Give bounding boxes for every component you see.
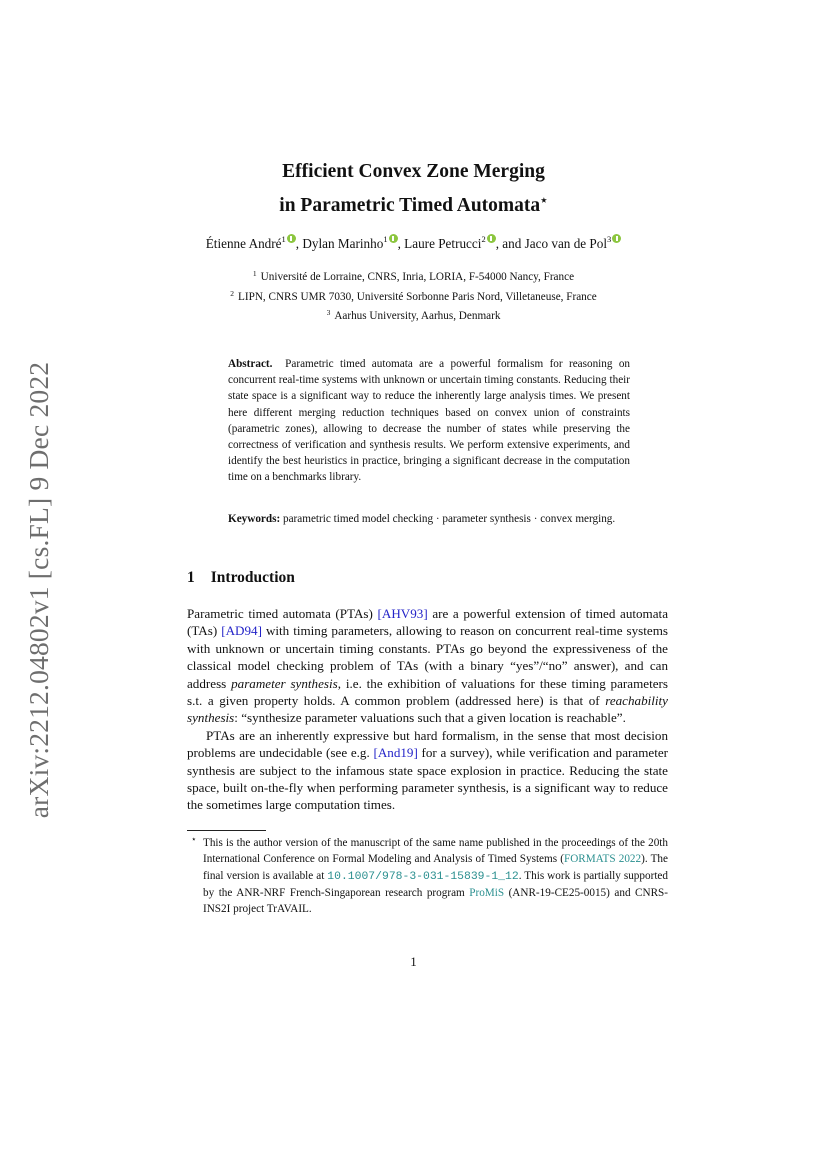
- author-list: [0, 234, 827, 252]
- affiliation-item: [0, 266, 827, 286]
- body-text: [187, 605, 668, 814]
- title-line-2: [0, 186, 827, 220]
- abstract-text: Parametric timed automata are a powerful formalism for reasoning on concurrent real-time systems with unknown or uncertain timing constants. Reducing their state space is a significant way to reduce the inherently large analysis times. We present here different merging reduction techniques based on convex union of constraints (parametric zones), allowing to decrease the number of states while preserving the correctness of verification and synthesis results. We perform extensive experiments, and identify the best heuristics in practice, bringing a significant decrease in the computation time on a benchmarks library.: [228, 358, 631, 484]
- paragraph-text: PTAs are an inherently expressive but hard formalism, in the sense that most decision problems are undecidable (see e.g.: [187, 727, 668, 761]
- keywords-text: parametric timed model checking · parameter synthesis · convex merging.: [283, 513, 616, 525]
- author-affil-mark[interactable]: 1: [281, 234, 286, 244]
- abstract: [228, 356, 630, 486]
- doi-link[interactable]: 10.1007/978-3-031-15839-1_12: [327, 870, 519, 883]
- orcid-icon[interactable]: [487, 234, 496, 243]
- author-separator: ,: [295, 236, 303, 251]
- paragraph-text: : “synthesize parameter valuations such that a given location is reachable”.: [234, 710, 626, 726]
- footnote-text: ). The final version is available at: [203, 853, 668, 882]
- formats-link[interactable]: FORMATS 2022: [563, 853, 642, 866]
- title-line-2-text: in Parametric Timed Automata: [279, 195, 541, 216]
- affiliation-number: 2: [230, 288, 235, 298]
- section-number: 1: [187, 569, 195, 586]
- paragraph-text: for a survey), while verification and parameter synthesis are subject to the infamous state space explosion in practice. Reducing the state space, built on-the-fly when performing parameter synthesis, is a significant way to reduce the sometimes large computation times.: [187, 745, 669, 813]
- footnote: [203, 835, 668, 917]
- orcid-icon[interactable]: [612, 234, 621, 243]
- affiliation-list: [0, 266, 827, 325]
- author-name: Jaco van de Pol: [524, 236, 608, 251]
- affiliation-text: Université de Lorraine, CNRS, Inria, LORIA, F-54000 Nancy, France: [260, 271, 575, 283]
- emphasis-text: reachability synthesis: [187, 693, 668, 726]
- abstract-label: Abstract.: [228, 358, 273, 370]
- promis-link[interactable]: ProMiS: [469, 886, 505, 899]
- paragraph-text: with timing parameters, allowing to reason on concurrent real-time systems with unknown or uncertain timing constants. PTAs go beyond the expressiveness of the classical model checking problem of TAs (with a binary “yes”/“no” answer), and can address: [187, 623, 668, 691]
- author-name: Étienne André: [205, 236, 282, 251]
- page-number: 1: [410, 954, 417, 969]
- affiliation-number: 3: [326, 308, 331, 317]
- section-title: Introduction: [210, 569, 295, 586]
- paragraph-text: , i.e. the exhibition of valuations for these timing parameters s.t. a given property holds. A common problem (addressed here) is that of: [187, 675, 668, 709]
- affiliation-number: 1: [252, 269, 257, 278]
- author-affil-mark[interactable]: 3: [607, 234, 612, 244]
- paragraph-text: are a powerful extension of timed automata (TAs): [187, 606, 669, 639]
- author-separator: ,: [397, 236, 405, 251]
- orcid-icon[interactable]: [287, 234, 296, 243]
- affiliation-text: LIPN, CNRS UMR 7030, Université Sorbonne Paris Nord, Villetaneuse, France: [238, 290, 597, 303]
- footnote-mark: ⋆: [191, 834, 197, 844]
- arxiv-identifier[interactable]: arXiv:2212.04802v1 [cs.FL] 9 Dec 2022: [23, 361, 54, 819]
- affiliation-text: Aarhus University, Aarhus, Denmark: [334, 310, 501, 322]
- author-name: Laure Petrucci: [404, 236, 482, 251]
- author-affil-mark[interactable]: 1: [383, 234, 388, 244]
- paragraph-text: Parametric timed automata (PTAs): [187, 606, 378, 621]
- citation-link[interactable]: [And19]: [373, 745, 418, 761]
- citation-link[interactable]: [AD94]: [221, 623, 262, 639]
- title-line-1: Efficient Convex Zone Merging: [282, 161, 545, 182]
- emphasis-text: parameter synthesis: [231, 675, 338, 691]
- footnote-text: This is the author version of the manuscript of the same name published in the proceedings of the 20th International Conference on Formal Modeling and Analysis of Timed Systems (: [203, 837, 668, 866]
- affiliation-item: [0, 286, 827, 306]
- author-name: Dylan Marinho: [302, 236, 384, 251]
- footnote-divider: [187, 830, 266, 831]
- paragraph-1: [187, 605, 668, 727]
- affiliation-item: [0, 305, 827, 325]
- keywords: [228, 511, 630, 527]
- author-affil-mark[interactable]: 2: [481, 234, 486, 244]
- author-separator: , and: [495, 236, 525, 251]
- citation-link[interactable]: [AHV93]: [377, 606, 428, 621]
- title-footnote-mark[interactable]: ⋆: [540, 193, 548, 207]
- keywords-label: Keywords:: [228, 513, 281, 525]
- paper-title: [0, 158, 827, 220]
- footnote-text: . This work is partially supported by the ANR-NRF French-Singaporean research program: [203, 869, 668, 899]
- orcid-icon[interactable]: [389, 234, 398, 243]
- paragraph-2: [187, 727, 668, 814]
- footnote-text: (ANR-19-CE25-0015) and CNRS-INS2I project TrAVAIL.: [203, 886, 668, 916]
- section-heading: [187, 569, 295, 587]
